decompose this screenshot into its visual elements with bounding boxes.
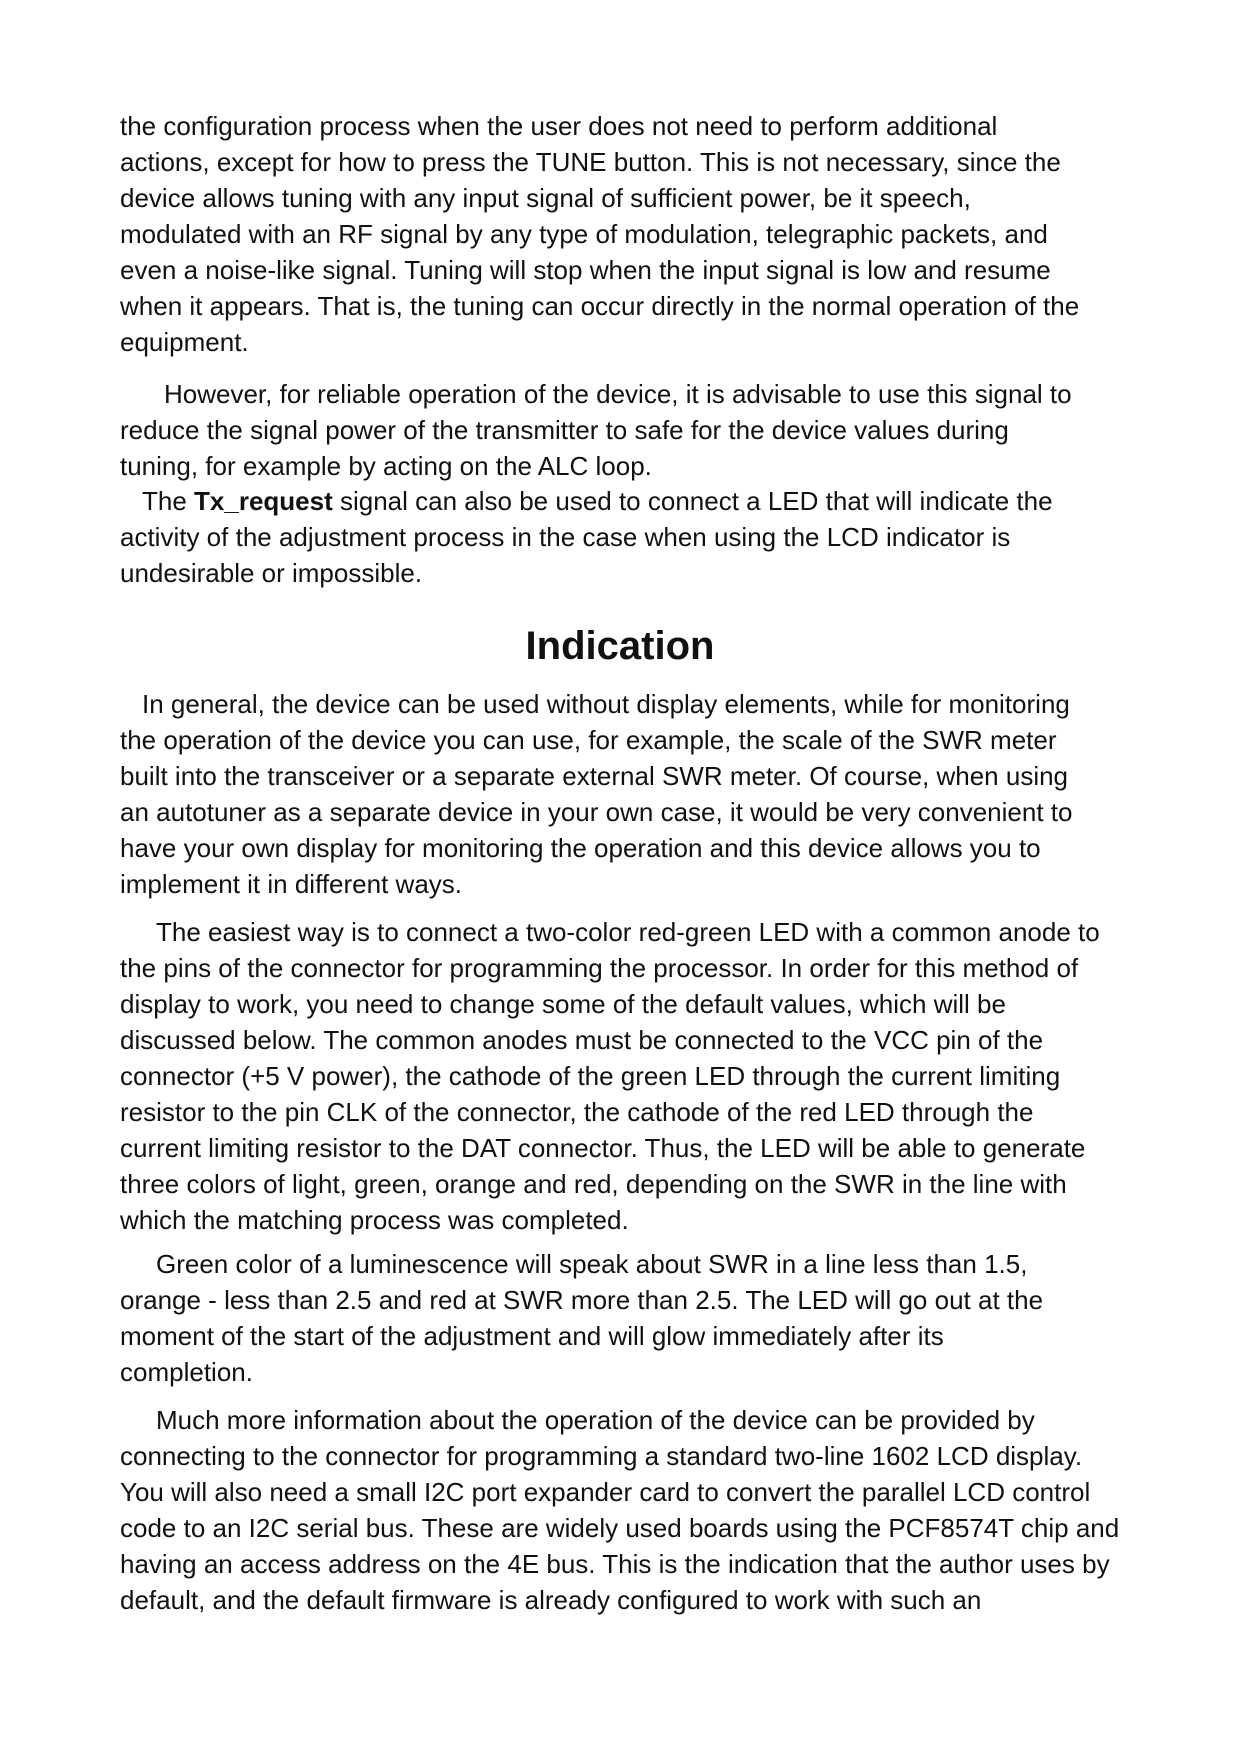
text-line: code to an I2C serial bus. These are widely used boards using the PCF8574T chip and	[120, 1513, 1120, 1543]
text-line: current limiting resistor to the DAT connector. Thus, the LED will be able to generate	[120, 1133, 1086, 1163]
green-color-paragraph	[120, 1246, 1130, 1390]
section-heading: Indication	[525, 624, 715, 668]
bold-term: Tx_request	[194, 486, 333, 516]
text-line: default, and the default firmware is already configured to work with such an	[120, 1585, 982, 1615]
tx-request-paragraph	[120, 483, 1130, 591]
text-line: device allows tuning with any input signal of sufficient power, be it speech,	[120, 183, 971, 213]
general-paragraph	[120, 686, 1130, 902]
text-line: three colors of light, green, orange and red, depending on the SWR in the line with	[120, 1169, 1067, 1199]
lcd-display-paragraph	[120, 1402, 1130, 1618]
text-line: The easiest way is to connect a two-color red-green LED with a common anode to	[156, 917, 1100, 947]
text-line: moment of the start of the adjustment and will glow immediately after its	[120, 1321, 944, 1351]
easiest-way-paragraph	[120, 914, 1130, 1238]
text-line: Green color of a luminescence will speak about SWR in a line less than 1.5,	[156, 1249, 1028, 1279]
text-line: discussed below. The common anodes must be connected to the VCC pin of the	[120, 1025, 1044, 1055]
text-line: when it appears. That is, the tuning can occur directly in the normal operation of the	[120, 291, 1080, 321]
text-line: equipment.	[120, 327, 249, 357]
text-line: resistor to the pin CLK of the connector, the cathode of the red LED through the	[120, 1097, 1034, 1127]
intro-paragraph	[120, 108, 1130, 360]
text-line: reduce the signal power of the transmitter to safe for the device values during	[120, 415, 1009, 445]
text-line: In general, the device can be used without display elements, while for monitoring	[142, 689, 1070, 719]
text-line: actions, except for how to press the TUNE button. This is not necessary, since the	[120, 147, 1061, 177]
text-line: have your own display for monitoring the operation and this device allows you to	[120, 833, 1041, 863]
text-line: However, for reliable operation of the device, it is advisable to use this signal to	[164, 379, 1072, 409]
text-fragment: The	[142, 486, 195, 516]
text-line: having an access address on the 4E bus. This is the indication that the author uses by	[120, 1549, 1110, 1579]
text-line: modulated with an RF signal by any type of modulation, telegraphic packets, and	[120, 219, 1048, 249]
text-line: implement it in different ways.	[120, 869, 462, 899]
text-line: connecting to the connector for programming a standard two-line 1602 LCD display.	[120, 1441, 1083, 1471]
text-line: undesirable or impossible.	[120, 558, 423, 588]
text-line: an autotuner as a separate device in your own case, it would be very convenient to	[120, 797, 1073, 827]
text-line: activity of the adjustment process in the case when using the LCD indicator is	[120, 522, 1011, 552]
text-line: the configuration process when the user does not need to perform additional	[120, 111, 998, 141]
text-line: display to work, you need to change some of the default values, which will be	[120, 989, 1006, 1019]
text-line: the operation of the device you can use, for example, the scale of the SWR meter	[120, 725, 1057, 755]
text-line: completion.	[120, 1357, 253, 1387]
text-line: connector (+5 V power), the cathode of the green LED through the current limiting	[120, 1061, 1061, 1091]
text-line: built into the transceiver or a separate external SWR meter. Of course, when using	[120, 761, 1069, 791]
text-line	[120, 483, 1130, 519]
text-line: orange - less than 2.5 and red at SWR more than 2.5. The LED will go out at the	[120, 1285, 1044, 1315]
text-line: even a noise-like signal. Tuning will stop when the input signal is low and resume	[120, 255, 1051, 285]
text-line: tuning, for example by acting on the ALC loop.	[120, 451, 652, 481]
text-line: You will also need a small I2C port expander card to convert the parallel LCD control	[120, 1477, 1091, 1507]
text-fragment: signal can also be used to connect a LED that will indicate the	[332, 486, 1053, 516]
text-line: which the matching process was completed.	[120, 1205, 629, 1235]
text-line: the pins of the connector for programming the processor. In order for this method of	[120, 953, 1079, 983]
however-paragraph	[120, 376, 1130, 484]
text-line: Much more information about the operation of the device can be provided by	[156, 1405, 1035, 1435]
